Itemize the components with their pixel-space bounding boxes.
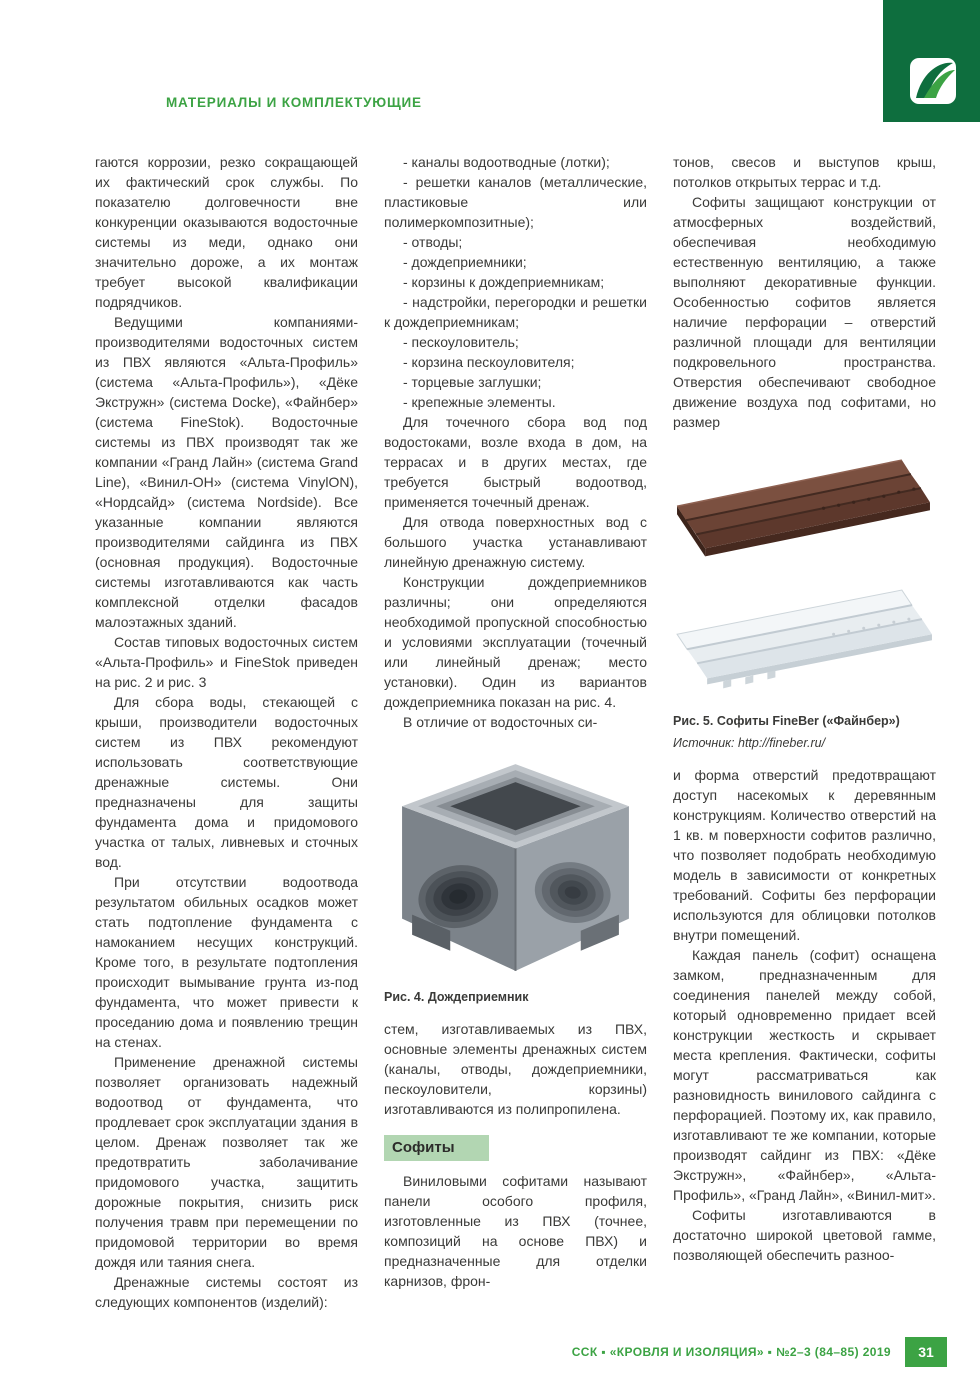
paragraph: Каждая панель (софит) оснащена замком, предназначенным для соединения панелей между собой, который одновременно придает всей конструкции жесткость и скрывает места крепления. Фактически, софиты могут рассматриваться как разновидность винилового сайдинга с перфорацией. Поэтому их, как правило, изготавливают те же компании, которые производят сайдинг из ПВХ: «Дёке Экстружн», «Файнбер», «Альта-Профиль», «Гранд Лайн», «Винил-мит». [673,946,936,1203]
list-item: - дождеприемники; [403,254,527,270]
column-1 [95,152,358,1312]
paragraph: В отличие от водосточных си- [403,714,598,730]
paragraph: и форма отверстий предотвращают доступ насекомых к деревянным конструкциям. Количество отверстий на 1 кв. м поверхности софитов различно, что позволяет подобрать необходимую модель в зависимости от конкретных требований. Софиты без перфорации используются для облицовки потолков внутри помещений. [673,766,936,943]
list-item: - пескоуловитель; [403,334,519,350]
list-item: - торцевые заглушки; [403,374,542,390]
paragraph: Ведущими компаниями-производителями водосточных систем из ПВХ являются «Альта-Профиль» (система «Альта-Профиль»), «Дёке Экстружн» (система Docke), «Файнбер» (система FineStok). Водосточные системы из ПВХ производят так же компании «Гранд Лайн» (система Grand Line), «Винил-ОН» (система VinylON), «Нордсайд» (система Nordside). Все указанные компании являются производителями сайдинга из ПВХ (основная продукция). Водосточные системы изготавливаются как часть комплексной отделки фасадов малоэтажных зданий. [95,314,358,630]
column-3 [673,152,936,1312]
paragraph: Дренажные системы состоят из следующих компонентов (изделий): [95,1274,358,1310]
list-item: - надстройки, перегородки и решетки к дождеприемникам; [384,294,647,330]
page-footer [95,1337,947,1367]
publisher-logo [883,0,980,122]
page-number: 31 [905,1337,947,1367]
list-item: - каналы водоотводные (лотки); [403,154,610,170]
paragraph: стем, изготавливаемых из ПВХ, основные элементы дренажных систем (каналы, отводы, дождеприемники, пескоуловители, корзины) изготавливаются из полипропилена. [384,1020,647,1117]
paragraph: Конструкции дождеприемников различны; они определяются необходимой пропускной способностью и условиями эксплуатации (точечный или линейный дренаж; место установки). Один из вариантов дождеприемника показан на рис. 4. [384,574,647,710]
figure-5 [673,444,936,729]
list-item: - корзина пескоуловителя; [403,354,575,370]
paragraph: Софиты защищают конструкции от атмосферных воздействий, обеспечивая необходимую естественную вентиляцию, а также выполняют декоративные функции. Особенностью софитов является наличие перфорации – отверстий различной площади для вентиляции подкровельного пространства. Отверстия обеспечивают свободное движение воздуха под софитами, но размер [673,194,936,430]
figure-5-source: Источник: http://fineber.ru/ [673,735,826,750]
rain-inlet-photo [384,744,647,983]
paragraph: При отсутствии водоотвода результатом обильных осадков может стать подтопление фундамента с намоканием несущих конструкций. Кроме того, в результате подтопления происходит вымывание грунта из-под фундамента, что может привести к проседанию дома и появлению трещин на стенах. [95,874,358,1050]
paragraph: Виниловыми софитами называют панели особого профиля, изготовленные из ПВХ (точнее, композиций на основе ПВХ) и предназначенные для отделки карнизов, фрон- [384,1172,647,1289]
journal-line: ССК ▪ «КРОВЛЯ И ИЗОЛЯЦИЯ» ▪ №2–3 (84–85) 2019 [571,1345,891,1359]
paragraph: гаются коррозии, резко сокращающей их фактический срок службы. По показателю долговечности вне конкуренции оказываются водосточные системы из меди, однако они значительно дороже, а их монтаж требует высокой квалификации подрядчиков. [95,154,358,310]
figure-4-caption: Рис. 4. Дождеприемник [384,989,529,1004]
soffit-panel-brown-photo [673,444,936,566]
paragraph: Для точечного сбора вод под водостоками, возле входа в дом, на террасах и в других местах, где требуется быстрый водоотвод, применяется точечный дренаж. [384,414,647,510]
paragraph: Состав типовых водосточных систем «Альта-Профиль» и FineStok приведен на рис. 2 и рис. 3 [95,634,358,690]
figure-5-caption: Рис. 5. Софиты FineBer («Файнбер») [673,713,900,728]
list-item: - решетки каналов (металлические, пластиковые или полимеркомпозитные); [384,174,647,230]
article-body [95,152,936,1312]
list-item: - отводы; [403,234,463,250]
subheading-sofity [384,1135,647,1161]
list-item: - корзины к дождеприемникам; [403,274,605,290]
section-title: МАТЕРИАЛЫ И КОМПЛЕКТУЮЩИЕ [166,95,422,110]
paragraph: Для сбора воды, стекающей с крыши, производители водосточных систем из ПВХ рекомендуют использовать соответствующие дренажные системы. Они предназначены для защиты фундамента дома и придомового участка от талых, ливневых и сточных вод. [95,694,358,870]
column-2 [384,152,647,1312]
publisher-logo-icon [883,0,980,122]
paragraph: Софиты изготавливаются в достаточно широкой цветовой гамме, позволяющей обеспечить разноо- [673,1206,936,1263]
subheading-label: Софиты [384,1135,489,1161]
soffit-panel-white-photo [673,576,936,702]
list-item: - крепежные элементы. [403,394,556,410]
paragraph: тонов, свесов и выступов крыш, потолков открытых террас и т.д. [673,154,936,190]
paragraph: Для отвода поверхностных вод с большого участка устанавливают линейную дренажную систему. [384,514,647,570]
paragraph: Применение дренажной системы позволяет организовать надежный водоотвод от фундамента, что продлевает срок эксплуатации здания в целом. Дренаж позволяет так же предотвратить заболачивание придомового участка, защитить дорожные покрытия, снизить риск получения травм при перемещении по придомовой территории во время дождя или таяния снега. [95,1054,358,1270]
figure-4 [384,744,647,1005]
